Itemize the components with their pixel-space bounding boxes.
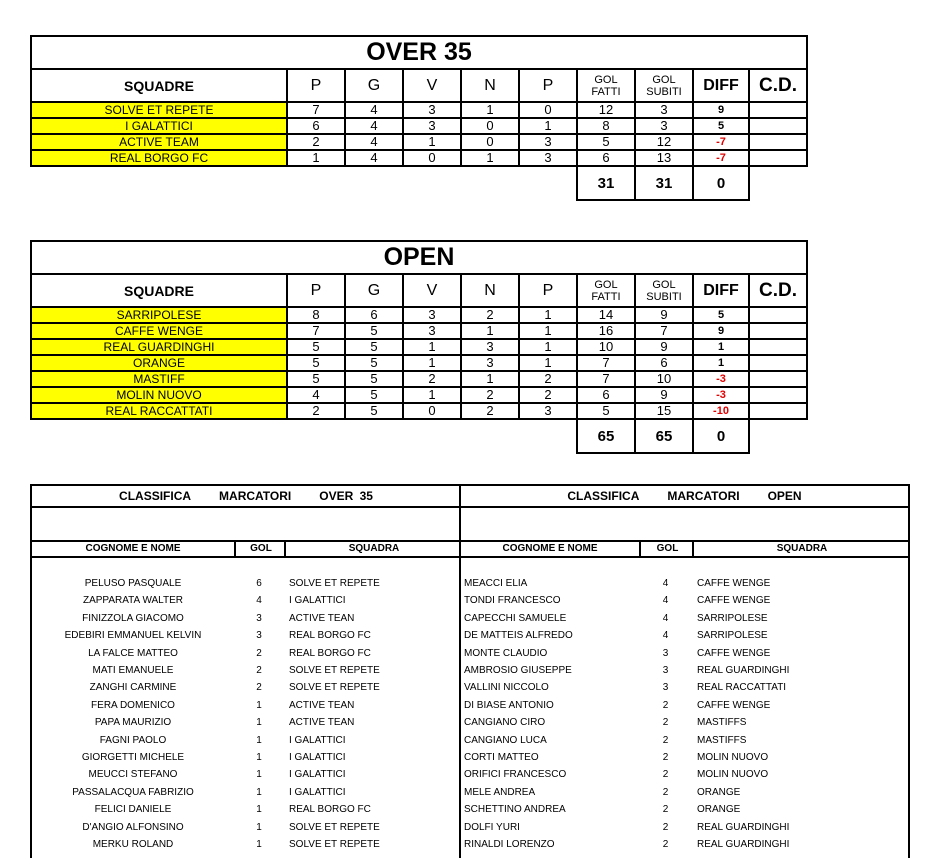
cell-nulle: 1 xyxy=(461,323,519,339)
scorer-name: DI BIASE ANTONIO xyxy=(464,699,554,711)
scorer-goals: 2 xyxy=(662,804,669,816)
cell-vinte: 3 xyxy=(403,307,461,323)
cell-gol-subiti: 9 xyxy=(635,387,693,403)
scorer-name: FERA DOMENICO xyxy=(91,699,175,711)
cell-diff: 1 xyxy=(693,355,749,371)
scorer-team: REAL BORGO FC xyxy=(289,630,371,642)
scorer-name: CORTI MATTEO xyxy=(464,752,539,763)
cell-vinte: 1 xyxy=(403,339,461,355)
cell-diff: -7 xyxy=(693,150,749,166)
cell-cd xyxy=(749,387,807,403)
cell-gol-fatti: 5 xyxy=(577,134,635,150)
cell-gol-fatti: 6 xyxy=(577,150,635,166)
scorer-team: ACTIVE TEAN xyxy=(289,699,355,711)
cell-punti: 6 xyxy=(287,118,345,134)
total-gol-subiti: 65 xyxy=(635,419,693,453)
scorer-row xyxy=(461,645,908,662)
cell-team-name: REAL BORGO FC xyxy=(31,150,287,166)
scorer-goals: 1 xyxy=(256,717,262,729)
cell-giocate: 5 xyxy=(345,387,403,403)
cell-team-name: MOLIN NUOVO xyxy=(31,387,287,403)
scorer-team: I GALATTICI xyxy=(289,769,346,781)
scorer-name: VALLINI NICCOLO xyxy=(464,682,549,694)
cell-team-name: REAL RACCATTATI xyxy=(31,403,287,419)
scorer-name: MEACCI ELIA xyxy=(464,578,528,589)
scorer-goals: 1 xyxy=(256,821,262,833)
cell-giocate: 4 xyxy=(345,118,403,134)
scorer-row xyxy=(32,836,460,853)
scorer-row xyxy=(461,610,908,627)
cell-punti: 2 xyxy=(287,134,345,150)
scorer-row xyxy=(461,766,908,783)
scorer-goals: 2 xyxy=(256,682,262,694)
standings-row xyxy=(31,355,807,371)
scorer-team: I GALATTICI xyxy=(289,786,346,798)
cell-cd xyxy=(749,371,807,387)
cell-diff: -3 xyxy=(693,371,749,387)
cell-punti: 2 xyxy=(287,403,345,419)
cell-diff: 5 xyxy=(693,307,749,323)
scorer-team: REAL GUARDINGHI xyxy=(697,821,790,833)
scorer-team: MOLIN NUOVO xyxy=(697,752,769,763)
cell-gol-subiti: 10 xyxy=(635,371,693,387)
cell-giocate: 5 xyxy=(345,323,403,339)
cell-gol-subiti: 13 xyxy=(635,150,693,166)
cell-diff: -3 xyxy=(693,387,749,403)
scorer-row xyxy=(461,575,908,592)
scorer-row xyxy=(32,627,460,644)
cell-diff: 9 xyxy=(693,323,749,339)
standings-row xyxy=(31,387,807,403)
scorer-row xyxy=(32,749,460,766)
cell-punti: 5 xyxy=(287,339,345,355)
scorer-goals: 2 xyxy=(662,769,669,781)
scorer-name: MELE ANDREA xyxy=(464,786,536,798)
cell-gol-fatti: 8 xyxy=(577,118,635,134)
scorer-row xyxy=(32,819,460,836)
scorer-row xyxy=(32,575,460,592)
col-giocate: G xyxy=(345,69,403,102)
scorer-name: ZANGHI CARMINE xyxy=(89,682,177,694)
cell-gol-subiti: 3 xyxy=(635,102,693,118)
scorer-goals: 6 xyxy=(256,578,262,589)
scorer-row xyxy=(32,801,460,818)
scorer-name: PELUSO PASQUALE xyxy=(84,578,182,589)
col-cd: C.D. xyxy=(749,274,807,307)
cell-nulle: 0 xyxy=(461,134,519,150)
scorer-name: CAPECCHI SAMUELE xyxy=(464,612,567,624)
standings-title: OVER 35 xyxy=(31,36,807,69)
scorer-team: REAL BORGO FC xyxy=(289,647,371,659)
standings-open-table xyxy=(30,240,808,454)
cell-punti: 7 xyxy=(287,323,345,339)
scorer-name: RINALDI LORENZO xyxy=(464,839,555,850)
scorer-name: LA FALCE MATTEO xyxy=(88,647,178,659)
cell-gol-subiti: 9 xyxy=(635,339,693,355)
cell-vinte: 3 xyxy=(403,118,461,134)
cell-nulle: 3 xyxy=(461,339,519,355)
col-perse: P xyxy=(519,69,577,102)
cell-vinte: 1 xyxy=(403,355,461,371)
col-vinte: V xyxy=(403,69,461,102)
scorer-goals: 2 xyxy=(662,786,669,798)
scorer-name: TONDI FRANCESCO xyxy=(464,595,561,607)
cell-perse: 1 xyxy=(519,307,577,323)
scorer-goals: 1 xyxy=(256,752,262,763)
cell-gol-subiti: 7 xyxy=(635,323,693,339)
scorer-team: MOLIN NUOVO xyxy=(697,769,769,781)
scorer-row xyxy=(32,645,460,662)
scorer-name: MEUCCI STEFANO xyxy=(88,769,178,781)
col-squadre: SQUADRE xyxy=(31,274,287,307)
cell-cd xyxy=(749,323,807,339)
scorer-row xyxy=(461,819,908,836)
scorer-row xyxy=(461,801,908,818)
scorer-team: MASTIFFS xyxy=(697,717,747,729)
standings-row xyxy=(31,323,807,339)
cell-gol-fatti: 6 xyxy=(577,387,635,403)
col-perse: P xyxy=(519,274,577,307)
cell-punti: 8 xyxy=(287,307,345,323)
scorer-name: MERKU ROLAND xyxy=(92,839,174,850)
scorer-team: ORANGE xyxy=(697,786,741,798)
cell-team-name: SOLVE ET REPETE xyxy=(31,102,287,118)
cell-punti: 5 xyxy=(287,355,345,371)
scorer-team: REAL GUARDINGHI xyxy=(697,839,790,850)
standings-totals-row xyxy=(31,419,807,453)
cell-giocate: 5 xyxy=(345,403,403,419)
col-giocate: G xyxy=(345,274,403,307)
scorers-title: CLASSIFICA MARCATORI OPEN xyxy=(461,486,908,508)
total-gol-fatti: 31 xyxy=(577,166,635,200)
scorer-goals: 3 xyxy=(662,682,669,694)
cell-gol-subiti: 15 xyxy=(635,403,693,419)
cell-perse: 3 xyxy=(519,403,577,419)
scorer-goals: 4 xyxy=(662,630,669,642)
cell-gol-fatti: 7 xyxy=(577,355,635,371)
col-cognome-nome: COGNOME E NOME xyxy=(502,543,598,554)
col-gol-fatti: GOL FATTI xyxy=(577,274,635,307)
cell-cd xyxy=(749,134,807,150)
cell-cd xyxy=(749,118,807,134)
scorer-goals: 1 xyxy=(256,804,262,816)
col-cd: C.D. xyxy=(749,69,807,102)
scorer-goals: 3 xyxy=(256,612,262,624)
scorer-team: I GALATTICI xyxy=(289,595,346,607)
scorers-over35 xyxy=(32,486,460,858)
scorer-row xyxy=(461,592,908,609)
scorer-row xyxy=(461,732,908,749)
scorer-name: FINIZZOLA GIACOMO xyxy=(82,612,184,624)
cell-vinte: 1 xyxy=(403,387,461,403)
cell-nulle: 0 xyxy=(461,118,519,134)
scorers-header-row xyxy=(461,540,908,558)
col-nulle: N xyxy=(461,69,519,102)
scorers-open xyxy=(461,486,908,858)
scorer-team: REAL BORGO FC xyxy=(289,804,371,816)
scorer-name: SCHETTINO ANDREA xyxy=(464,804,566,816)
scorer-goals: 1 xyxy=(256,734,262,746)
cell-perse: 1 xyxy=(519,339,577,355)
cell-perse: 1 xyxy=(519,355,577,371)
scorer-team: CAFFE WENGE xyxy=(697,647,771,659)
total-diff: 0 xyxy=(693,166,749,200)
scorer-row xyxy=(32,784,460,801)
col-gol: GOL xyxy=(639,542,694,556)
scorer-row xyxy=(461,836,908,853)
standings-row xyxy=(31,371,807,387)
scorer-row xyxy=(461,627,908,644)
cell-punti: 1 xyxy=(287,150,345,166)
cell-gol-fatti: 5 xyxy=(577,403,635,419)
scorer-team: ACTIVE TEAN xyxy=(289,612,355,624)
standings-title: OPEN xyxy=(31,241,807,274)
cell-team-name: SARRIPOLESE xyxy=(31,307,287,323)
cell-vinte: 0 xyxy=(403,150,461,166)
cell-cd xyxy=(749,102,807,118)
cell-gol-subiti: 12 xyxy=(635,134,693,150)
scorer-team: MASTIFFS xyxy=(697,734,747,746)
cell-punti: 4 xyxy=(287,387,345,403)
cell-diff: -7 xyxy=(693,134,749,150)
scorer-goals: 1 xyxy=(256,699,262,711)
scorer-team: SOLVE ET REPETE xyxy=(289,839,380,850)
scorer-goals: 3 xyxy=(662,647,669,659)
cell-nulle: 2 xyxy=(461,307,519,323)
scorer-row xyxy=(461,784,908,801)
cell-perse: 2 xyxy=(519,371,577,387)
scorer-goals: 4 xyxy=(662,595,669,607)
scorer-row xyxy=(32,662,460,679)
scorer-name: MATI EMANUELE xyxy=(92,665,174,676)
cell-perse: 3 xyxy=(519,150,577,166)
cell-vinte: 3 xyxy=(403,323,461,339)
scorer-row xyxy=(32,766,460,783)
scorer-name: AMBROSIO GIUSEPPE xyxy=(464,665,572,676)
scorer-goals: 4 xyxy=(662,578,669,589)
scorer-team: CAFFE WENGE xyxy=(697,578,771,589)
col-squadra: SQUADRA xyxy=(284,542,462,556)
scorer-row xyxy=(32,592,460,609)
scorer-row xyxy=(32,732,460,749)
scorer-row xyxy=(32,714,460,731)
scorer-name: FAGNI PAOLO xyxy=(99,734,167,746)
standings-row xyxy=(31,339,807,355)
scorer-team: REAL GUARDINGHI xyxy=(697,665,790,676)
standings-row xyxy=(31,118,807,134)
scorer-name: EDEBIRI EMMANUEL KELVIN xyxy=(64,630,202,642)
cell-giocate: 6 xyxy=(345,307,403,323)
cell-nulle: 3 xyxy=(461,355,519,371)
scorer-goals: 3 xyxy=(256,630,262,642)
scorer-team: SARRIPOLESE xyxy=(697,612,768,624)
col-gol-fatti: GOL FATTI xyxy=(577,69,635,102)
scorer-name: FELICI DANIELE xyxy=(94,804,172,816)
scorer-row xyxy=(32,697,460,714)
cell-giocate: 4 xyxy=(345,134,403,150)
cell-gol-subiti: 6 xyxy=(635,355,693,371)
cell-giocate: 5 xyxy=(345,339,403,355)
standings-header-row xyxy=(31,274,807,307)
col-vinte: V xyxy=(403,274,461,307)
scorer-goals: 2 xyxy=(662,752,669,763)
cell-gol-subiti: 3 xyxy=(635,118,693,134)
cell-cd xyxy=(749,339,807,355)
scorer-team: SOLVE ET REPETE xyxy=(289,578,380,589)
scorers-title: CLASSIFICA MARCATORI OVER 35 xyxy=(32,486,460,508)
scorer-team: SOLVE ET REPETE xyxy=(289,665,380,676)
cell-nulle: 2 xyxy=(461,403,519,419)
col-squadra: SQUADRA xyxy=(692,542,910,556)
cell-vinte: 1 xyxy=(403,134,461,150)
standings-header-row xyxy=(31,69,807,102)
scorer-name: PASSALACQUA FABRIZIO xyxy=(72,786,194,798)
col-nulle: N xyxy=(461,274,519,307)
cell-team-name: ORANGE xyxy=(31,355,287,371)
scorer-goals: 4 xyxy=(256,595,262,607)
scorer-row xyxy=(461,679,908,696)
scorer-goals: 2 xyxy=(256,647,262,659)
scorer-team: CAFFE WENGE xyxy=(697,595,771,607)
cell-diff: 5 xyxy=(693,118,749,134)
standings-totals-row xyxy=(31,166,807,200)
scorer-goals: 3 xyxy=(662,665,669,676)
scorer-team: ORANGE xyxy=(697,804,741,816)
cell-team-name: CAFFE WENGE xyxy=(31,323,287,339)
scorer-row xyxy=(461,714,908,731)
scorer-row xyxy=(461,662,908,679)
scorer-row xyxy=(461,697,908,714)
scorer-team: SARRIPOLESE xyxy=(697,630,768,642)
cell-team-name: REAL GUARDINGHI xyxy=(31,339,287,355)
cell-perse: 1 xyxy=(519,118,577,134)
cell-gol-subiti: 9 xyxy=(635,307,693,323)
scorer-row xyxy=(32,679,460,696)
total-gol-fatti: 65 xyxy=(577,419,635,453)
cell-gol-fatti: 12 xyxy=(577,102,635,118)
cell-perse: 0 xyxy=(519,102,577,118)
cell-nulle: 1 xyxy=(461,150,519,166)
scorer-goals: 2 xyxy=(662,717,669,729)
col-cognome-nome: COGNOME E NOME xyxy=(85,543,181,554)
cell-diff: 1 xyxy=(693,339,749,355)
cell-nulle: 1 xyxy=(461,102,519,118)
scorer-team: SOLVE ET REPETE xyxy=(289,682,380,694)
cell-diff: 9 xyxy=(693,102,749,118)
scorer-name: ORIFICI FRANCESCO xyxy=(464,769,567,781)
cell-team-name: ACTIVE TEAM xyxy=(31,134,287,150)
cell-team-name: MASTIFF xyxy=(31,371,287,387)
cell-perse: 2 xyxy=(519,387,577,403)
scorer-name: CANGIANO LUCA xyxy=(464,734,547,746)
cell-gol-fatti: 14 xyxy=(577,307,635,323)
cell-giocate: 5 xyxy=(345,355,403,371)
cell-cd xyxy=(749,403,807,419)
scorer-team: I GALATTICI xyxy=(289,752,346,763)
col-gol: GOL xyxy=(234,542,286,556)
cell-nulle: 2 xyxy=(461,387,519,403)
cell-diff: -10 xyxy=(693,403,749,419)
scorers-panel xyxy=(30,484,910,858)
cell-perse: 3 xyxy=(519,134,577,150)
col-diff: DIFF xyxy=(693,69,749,102)
cell-vinte: 0 xyxy=(403,403,461,419)
cell-cd xyxy=(749,150,807,166)
scorer-team: CAFFE WENGE xyxy=(697,699,771,711)
cell-perse: 1 xyxy=(519,323,577,339)
cell-nulle: 1 xyxy=(461,371,519,387)
scorer-goals: 2 xyxy=(662,734,669,746)
scorer-name: PAPA MAURIZIO xyxy=(94,717,172,729)
scorer-name: D'ANGIO ALFONSINO xyxy=(82,821,184,833)
col-punti: P xyxy=(287,274,345,307)
cell-punti: 7 xyxy=(287,102,345,118)
scorer-row xyxy=(32,610,460,627)
scorer-goals: 2 xyxy=(662,699,669,711)
cell-vinte: 2 xyxy=(403,371,461,387)
cell-punti: 5 xyxy=(287,371,345,387)
scorer-row xyxy=(461,749,908,766)
col-gol-subiti: GOL SUBITI xyxy=(635,69,693,102)
scorer-goals: 1 xyxy=(256,769,262,781)
scorer-team: ACTIVE TEAN xyxy=(289,717,355,729)
scorer-team: SOLVE ET REPETE xyxy=(289,821,380,833)
scorer-goals: 2 xyxy=(662,839,669,850)
scorer-name: GIORGETTI MICHELE xyxy=(81,752,185,763)
cell-giocate: 4 xyxy=(345,150,403,166)
cell-gol-fatti: 10 xyxy=(577,339,635,355)
scorers-header-row xyxy=(32,540,460,558)
standings-over35-table xyxy=(30,35,808,201)
standings-row xyxy=(31,150,807,166)
col-squadre: SQUADRE xyxy=(31,69,287,102)
cell-giocate: 5 xyxy=(345,371,403,387)
standings-row xyxy=(31,307,807,323)
scorer-name: ZAPPARATA WALTER xyxy=(82,595,183,607)
total-gol-subiti: 31 xyxy=(635,166,693,200)
scorer-name: MONTE CLAUDIO xyxy=(464,647,548,659)
cell-cd xyxy=(749,355,807,371)
standings-row xyxy=(31,403,807,419)
scorer-goals: 1 xyxy=(256,839,262,850)
scorer-name: DE MATTEIS ALFREDO xyxy=(464,630,573,642)
cell-vinte: 3 xyxy=(403,102,461,118)
col-punti: P xyxy=(287,69,345,102)
scorer-goals: 4 xyxy=(662,612,669,624)
scorer-goals: 2 xyxy=(256,665,262,676)
scorer-goals: 1 xyxy=(256,786,262,798)
cell-gol-fatti: 16 xyxy=(577,323,635,339)
scorer-team: REAL RACCATTATI xyxy=(697,682,787,694)
total-diff: 0 xyxy=(693,419,749,453)
col-gol-subiti: GOL SUBITI xyxy=(635,274,693,307)
cell-gol-fatti: 7 xyxy=(577,371,635,387)
scorer-name: CANGIANO CIRO xyxy=(464,717,546,729)
scorer-name: DOLFI YURI xyxy=(464,821,520,833)
scorer-goals: 2 xyxy=(662,821,669,833)
cell-team-name: I GALATTICI xyxy=(31,118,287,134)
col-diff: DIFF xyxy=(693,274,749,307)
standings-row xyxy=(31,134,807,150)
cell-giocate: 4 xyxy=(345,102,403,118)
standings-row xyxy=(31,102,807,118)
cell-cd xyxy=(749,307,807,323)
scorer-team: I GALATTICI xyxy=(289,734,346,746)
